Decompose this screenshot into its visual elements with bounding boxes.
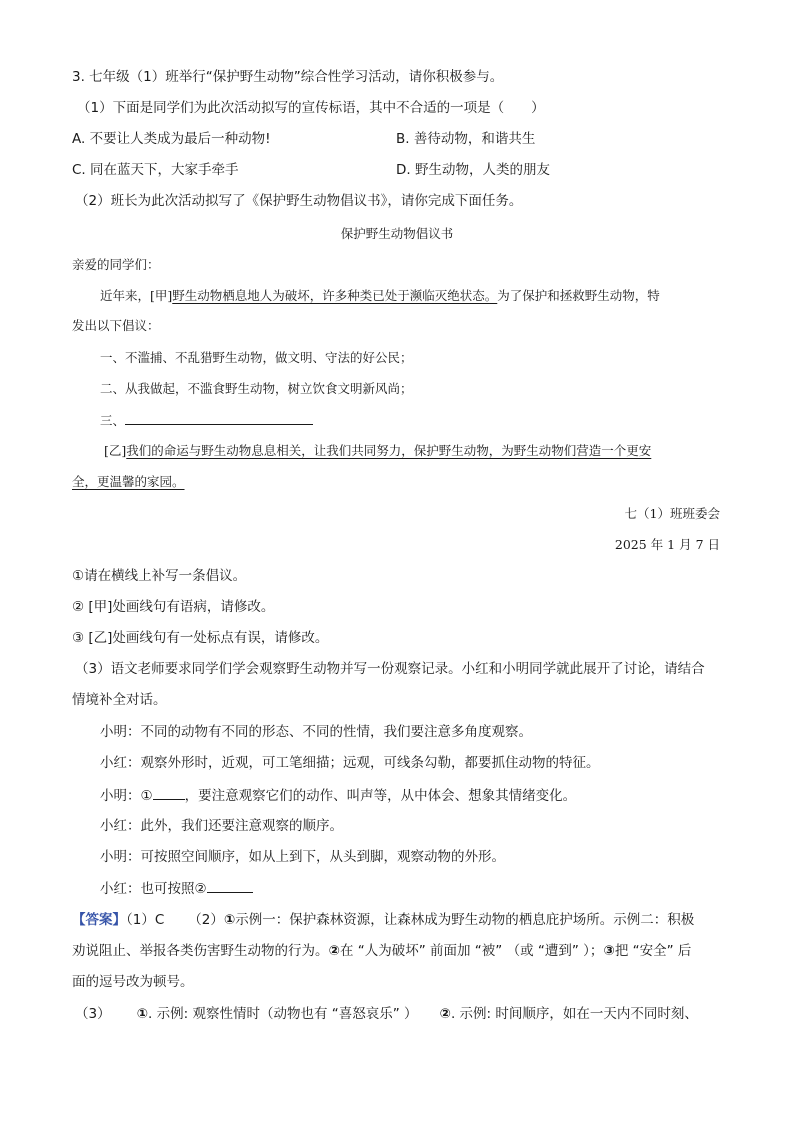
- dialogue-line-5: 小明：可按照空间顺序，如从上到下，从头到脚，观察动物的外形。: [100, 849, 505, 865]
- d3-suffix: ，要注意观察它们的动作、叫声等，从中体会、想象其情绪变化。: [184, 788, 577, 804]
- answer-line2-b: 在 “人为破坏” 前面加 “被” （或 “遭到” ）；: [339, 943, 604, 959]
- sentence-jia: 野生动物栖息地人为破坏，许多种类已处于濒临灭绝状态。: [172, 288, 498, 303]
- answer-mark-1: ①: [223, 912, 236, 928]
- letter-para1: [100, 286, 660, 306]
- sentence-yi-line1: 我们的命运与野生动物息息相关，让我们共同努力，保护野生动物，为野生动物们营造一个更安: [126, 443, 652, 458]
- letter-signature: 七（1）班班委会: [624, 506, 720, 521]
- part1-stem: （1）下面是同学们为此次活动拟写的宣传标语，其中不合适的一项是（ ）: [77, 100, 545, 116]
- answer-mark-2: ②: [328, 943, 340, 959]
- letter-para2-line2: [72, 472, 185, 492]
- answer-part3-b: . 示例: 时间顺序，如在一天内不同时刻、: [450, 1006, 698, 1022]
- dialogue-line-6: [100, 878, 253, 899]
- answer-line-2: [72, 941, 691, 961]
- sentence-yi-line2: 全，更温馨的家园。: [72, 474, 185, 489]
- answer-line2-c: 把 “安全” 后: [614, 943, 692, 959]
- answer-tag: 【答案】: [72, 912, 126, 928]
- task-3: ③ [乙]处画线句有一处标点有误，请修改。: [72, 630, 329, 646]
- option-b: B. 善待动物，和谐共生: [396, 131, 536, 147]
- item3-prefix: 三、: [100, 413, 126, 428]
- option-c: C. 同在蓝天下，大家手牵手: [72, 162, 239, 178]
- answer-line2-a: 劝说阻止、举报各类伤害野生动物的行为。: [72, 943, 329, 959]
- answer-part3-a: . 示例: 观察性情时（动物也有 “喜怒哀乐” ）: [148, 1006, 418, 1022]
- answer-mark-3: ③: [603, 943, 615, 959]
- letter-greeting: 亲爱的同学们：: [72, 257, 160, 272]
- option-d: D. 野生动物，人类的朋友: [396, 162, 550, 178]
- proposal-item-2: 二、从我做起，不滥食野生动物，树立饮食文明新风尚；: [100, 381, 413, 396]
- proposal-item-1: 一、不滥捕、不乱猎野生动物，做文明、守法的好公民；: [100, 350, 413, 365]
- answer-part2-label: （2）: [188, 912, 224, 928]
- dialogue-line-1: 小明：不同的动物有不同的形态、不同的性情，我们要注意多角度观察。: [100, 724, 532, 740]
- proposal-item-3: [100, 410, 313, 431]
- option-a: A. 不要让人类成为最后一种动物!: [72, 131, 271, 147]
- answer-part2-text: 示例一：保护森林资源，让森林成为野生动物的栖息庇护场所。示例二：积极: [235, 912, 695, 928]
- para1-suffix: 为了保护和拯救野生动物，特: [497, 288, 660, 303]
- answer-line-4: [75, 1004, 698, 1024]
- letter-para1-line2: 发出以下倡议：: [72, 318, 160, 333]
- para2-prefix: [乙]: [104, 443, 127, 458]
- answer-mark-5: ②: [439, 1006, 451, 1022]
- item3-blank[interactable]: [125, 410, 313, 425]
- part3-stem-line1: （3）语文老师要求同学们学会观察野生动物并写一份观察记录。小红和小明同学就此展开了讨论，请结合: [75, 661, 705, 677]
- answer-line-3: 面的逗号改为顿号。: [72, 974, 194, 990]
- blank-1[interactable]: [153, 785, 185, 800]
- answer-part3-label: （3）: [75, 1006, 111, 1022]
- letter-date: 2025 年 1 月 7 日: [614, 537, 720, 552]
- dialogue-line-3: [100, 785, 576, 806]
- letter-title: 保护野生动物倡议书: [340, 226, 454, 241]
- dialogue-line-4: 小红：此外，我们还要注意观察的顺序。: [100, 818, 343, 834]
- answer-line-1: [72, 910, 694, 930]
- d6-prefix: 小红：也可按照②: [100, 881, 207, 897]
- letter-para2: [104, 441, 651, 461]
- para1-prefix: 近年来，[甲]: [100, 288, 173, 303]
- part2-stem: （2）班长为此次活动拟写了《保护野生动物倡议书》，请你完成下面任务。: [75, 193, 523, 209]
- task-2: ② [甲]处画线句有语病，请修改。: [72, 599, 275, 615]
- d3-prefix: 小明：①: [100, 788, 153, 804]
- answer-mark-4: ①: [136, 1006, 149, 1022]
- answer-part1: （1）C: [126, 912, 165, 928]
- question-title: 3. 七年级（1）班举行“保护野生动物”综合性学习活动，请你积极参与。: [72, 69, 504, 85]
- task-1: ①请在横线上补写一条倡议。: [72, 568, 247, 584]
- blank-2[interactable]: [207, 878, 253, 893]
- dialogue-line-2: 小红：观察外形时，近观，可工笔细描；远观，可线条勾勒，都要抓住动物的特征。: [100, 755, 600, 771]
- part3-stem-line2: 情境补全对话。: [72, 692, 167, 708]
